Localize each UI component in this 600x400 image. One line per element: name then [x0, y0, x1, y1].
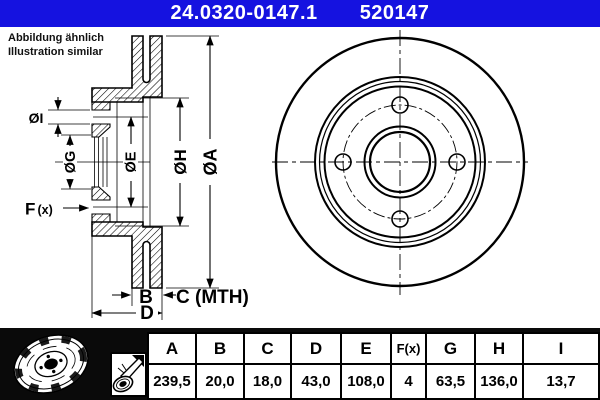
powerdisc-thumbnail-icon [2, 333, 106, 397]
friction-ring-top-section [92, 36, 162, 102]
value-cell-h: 136,0 [475, 364, 523, 399]
value-cell-g: 63,5 [426, 364, 475, 399]
header-cell-i: I [523, 333, 599, 364]
header-bar [0, 0, 600, 27]
cross-section-view [25, 36, 249, 324]
dim-label-dia-h: ØH [171, 149, 190, 175]
hat-wall-lower-a [92, 187, 110, 200]
value-cell-c: 18,0 [244, 364, 291, 399]
value-cell-d: 43,0 [291, 364, 341, 399]
dim-label-d: D [140, 303, 154, 324]
value-cell-e: 108,0 [341, 364, 391, 399]
value-cell-b: 20,0 [196, 364, 244, 399]
friction-ring-bottom-section [92, 222, 162, 288]
coating-icon-box [110, 352, 147, 397]
technical-drawing-canvas [0, 27, 600, 330]
note-line-en: Illustration similar [8, 46, 103, 59]
value-cell-f: 4 [391, 364, 426, 399]
front-view [272, 30, 528, 295]
dim-label-dia-i: ØI [28, 110, 44, 126]
dim-label-dia-g: ØG [63, 150, 79, 174]
hat-wall-lower-b [92, 214, 110, 222]
header-cell-a: A [148, 333, 196, 364]
header-cell-b: B [196, 333, 244, 364]
header-cell-f: F(x) [391, 333, 426, 364]
part-number: 24.0320-0147.1 [170, 2, 318, 24]
dimension-spec-table [147, 332, 600, 400]
header-cell-d: D [291, 333, 341, 364]
dim-label-c: C (MTH) [176, 287, 249, 308]
dim-label-f-suffix: (x) [37, 203, 53, 217]
header-cell-e: E [341, 333, 391, 364]
header-cell-g: G [426, 333, 475, 364]
note-line-de: Abbildung ähnlich [8, 32, 104, 44]
table-header-row [148, 333, 599, 364]
dim-label-dia-e: ØE [123, 151, 140, 173]
dim-label-dia-a: ØA [200, 148, 221, 176]
hat-wall-upper-b [92, 124, 110, 137]
reference-number: 520147 [359, 2, 430, 24]
hat-wall-upper-a [92, 102, 110, 110]
table-value-row [148, 364, 599, 399]
value-cell-a: 239,5 [148, 364, 196, 399]
header-cell-c: C [244, 333, 291, 364]
disc-coating-spray-icon [112, 354, 145, 395]
value-cell-i: 13,7 [523, 364, 599, 399]
dim-label-f: F [25, 199, 36, 219]
dim-label-b: B [139, 287, 153, 308]
header-cell-h: H [475, 333, 523, 364]
